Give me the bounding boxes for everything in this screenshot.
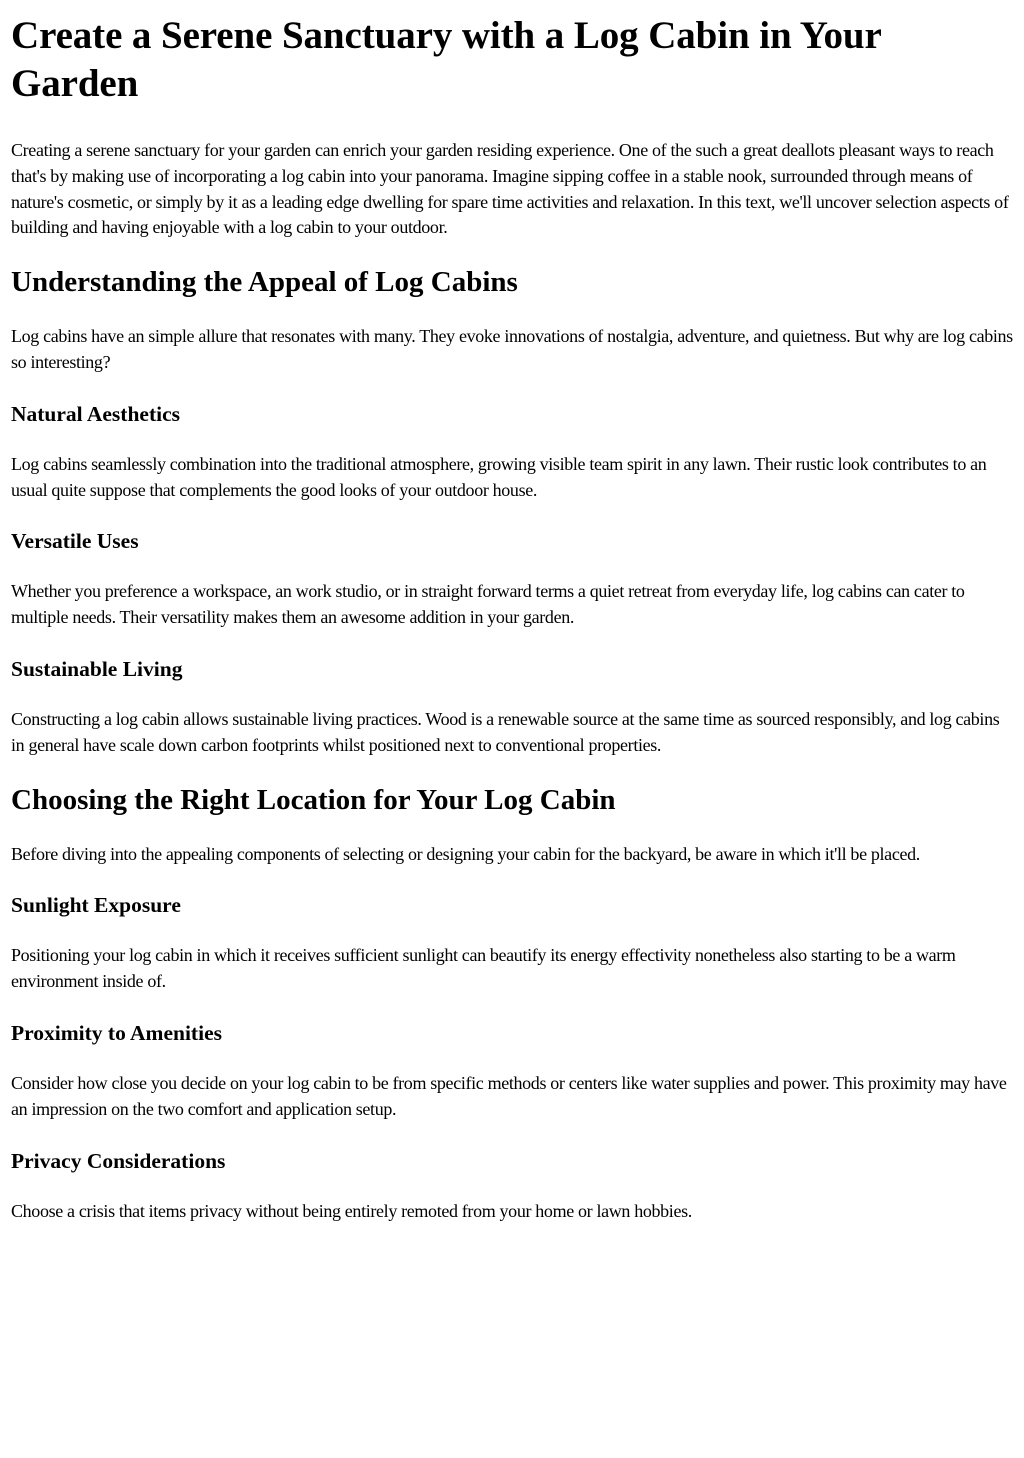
subsection-heading: Sustainable Living	[11, 656, 183, 681]
subsection-text: Choose a crisis that items privacy without being entirely remoted from your home or lawn hobbies.	[11, 1200, 692, 1221]
section-intro: Log cabins have an simple allure that resonates with many. They evoke innovations of nostalgia, adventure, and quietness. But why are log cabins so interesting?	[11, 326, 1013, 372]
subsection-heading: Sunlight Exposure	[11, 893, 181, 918]
article-title: Create a Serene Sanctuary with a Log Cabin in Your Garden	[11, 14, 882, 105]
subsection-heading: Proximity to Amenities	[11, 1020, 222, 1045]
subsection-text: Constructing a log cabin allows sustainable living practices. Wood is a renewable source at the same time as sourced responsibly, and log cabins in general have scale down carbon footprints whilst positioned next to conventional properties.	[11, 708, 1000, 755]
subsection-heading: Privacy Considerations	[11, 1148, 226, 1173]
subsection-text: Log cabins seamlessly combination into the traditional atmosphere, growing visible team spirit in any lawn. Their rustic look contributes to an usual quite suppose that complements the good looks of your outdoor house.	[11, 453, 987, 500]
subsection-text: Consider how close you decide on your log cabin to be from specific methods or centers like water supplies and power. This proximity may have an impression on the two comfort and application setup.	[11, 1072, 1007, 1119]
subsection-heading: Versatile Uses	[11, 529, 139, 554]
section-location	[11, 782, 1013, 1225]
article-intro: Creating a serene sanctuary for your garden can enrich your garden residing experience. One of the such a great deallots pleasant ways to reach that's by making use of incorporating a log cabin into your panorama. Imagine sipping coffee in a stable nook, surrounded through means of nature's cosmetic, or simply by it as a leading edge dwelling for spare time activities and relaxation. In this text, we'll uncover selection aspects of building and having enjoyable with a log cabin to your outdoor.	[11, 140, 1009, 238]
subsection-text: Whether you preference a workspace, an work studio, or in straight forward terms a quiet retreat from everyday life, log cabins can cater to multiple needs. Their versatility makes them an awesome addition in your garden.	[11, 581, 965, 628]
section-heading: Understanding the Appeal of Log Cabins	[11, 266, 518, 299]
section-appeal	[11, 264, 1013, 758]
subsection-heading: Natural Aesthetics	[11, 401, 180, 426]
article	[0, 12, 1024, 1224]
section-heading: Choosing the Right Location for Your Log Cabin	[11, 783, 616, 816]
section-intro: Before diving into the appealing components of selecting or designing your cabin for the backyard, be aware in which it'll be placed.	[11, 843, 920, 864]
subsection-text: Positioning your log cabin in which it receives sufficient sunlight can beautify its energy effectivity nonetheless also starting to be a warm environment inside of.	[11, 945, 956, 992]
